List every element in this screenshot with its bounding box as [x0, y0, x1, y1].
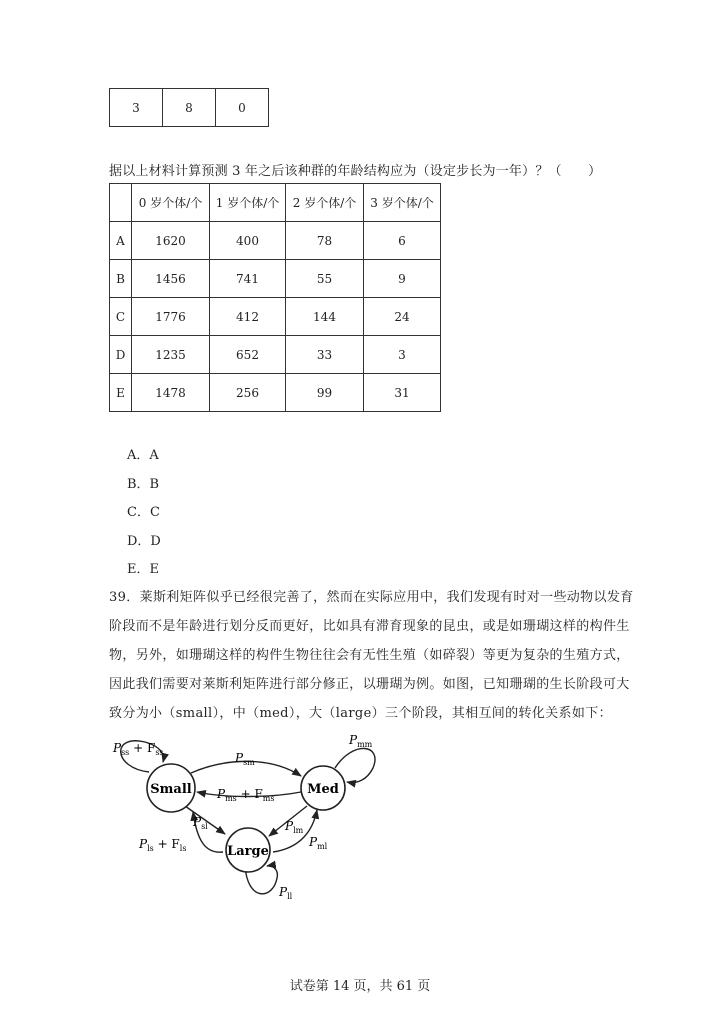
table-header-cell: 1 岁个体/个 [210, 184, 286, 222]
table-header-cell: 3 岁个体/个 [364, 184, 441, 222]
table-cell: 33 [286, 336, 364, 374]
table-row [110, 374, 441, 412]
label-pss-fss: $P_{ss} + F_{ss}$ [113, 741, 164, 757]
table-cell: 652 [210, 336, 286, 374]
table-cell: 256 [210, 374, 286, 412]
table-row [110, 298, 441, 336]
table-row [110, 222, 441, 260]
option-a[interactable]: A．A [127, 448, 159, 463]
table-cell: 99 [286, 374, 364, 412]
table-cell: 78 [286, 222, 364, 260]
table-cell: 1620 [132, 222, 210, 260]
paragraph-line: 物，另外，如珊瑚这样的构件生物往往会有无性生殖（如碎裂）等更为复杂的生殖方式， [109, 648, 630, 663]
label-psm: $P_{sm}$ [235, 751, 255, 767]
table-cell: 6 [364, 222, 441, 260]
page-footer: 试卷第 14 页，共 61 页 [289, 979, 431, 994]
top-partial-table [109, 88, 269, 127]
label-plm: $P_{lm}$ [285, 819, 304, 835]
age-structure-table [109, 183, 441, 412]
table-cell: 0 [216, 89, 269, 127]
table-row [110, 89, 269, 127]
label-pmm: $P_{mm}$ [349, 733, 373, 749]
option-c[interactable]: C．C [127, 505, 160, 520]
row-label-cell: B [110, 260, 132, 298]
small-node-label: Small [150, 782, 192, 797]
label-pms-fms: $P_{ms} + F_{ms}$ [217, 787, 275, 803]
label-psl: $P_{sl}$ [193, 815, 208, 831]
table-cell: 1456 [132, 260, 210, 298]
paragraph-line: 致分为小（small），中（med），大（large）三个阶段，其相互间的转化关系如下： [109, 706, 612, 721]
table-cell: 8 [163, 89, 216, 127]
label-pml: $P_{ml}$ [309, 835, 328, 851]
label-pls-fls: $P_{ls} + F_{ls}$ [139, 837, 187, 853]
table-cell: 24 [364, 298, 441, 336]
row-label-cell: D [110, 336, 132, 374]
row-label-cell: A [110, 222, 132, 260]
row-label-cell: C [110, 298, 132, 336]
table-cell: 1478 [132, 374, 210, 412]
row-label-cell: E [110, 374, 132, 412]
paragraph-line: 39．莱斯利矩阵似乎已经很完善了，然而在实际应用中，我们发现有时对一些动物以发育 [109, 590, 634, 605]
table-row [110, 336, 441, 374]
table-header-cell [110, 184, 132, 222]
table-cell: 9 [364, 260, 441, 298]
table-cell: 3 [364, 336, 441, 374]
option-b[interactable]: B．B [127, 476, 160, 492]
table-header-row [110, 184, 441, 222]
option-e[interactable]: E．E [127, 562, 159, 577]
paragraph-line: 阶段而不是年龄进行划分反而更好，比如具有滞育现象的昆虫，或是如珊瑚这样的构件生 [109, 619, 630, 634]
table-cell: 412 [210, 298, 286, 336]
table-header-cell: 0 岁个体/个 [132, 184, 210, 222]
question-39 [109, 588, 634, 733]
question-stem: 据以上材料计算预测 3 年之后该种群的年龄结构应为（设定步长为一年）？（ ） [109, 164, 602, 179]
option-d[interactable]: D．D [127, 533, 161, 549]
large-node-label: Large [227, 844, 269, 859]
table-cell: 741 [210, 260, 286, 298]
table-cell: 400 [210, 222, 286, 260]
table-header-cell: 2 岁个体/个 [286, 184, 364, 222]
table-cell: 1235 [132, 336, 210, 374]
table-cell: 1776 [132, 298, 210, 336]
answer-options [127, 446, 161, 589]
table-row [110, 260, 441, 298]
table-cell: 31 [364, 374, 441, 412]
label-pll: $P_{ll}$ [279, 885, 293, 901]
table-cell: 144 [286, 298, 364, 336]
table-cell: 55 [286, 260, 364, 298]
table-cell: 3 [110, 89, 163, 127]
coral-stage-transition-diagram [105, 730, 385, 910]
paragraph-line: 因此我们需要对莱斯利矩阵进行部分修正，以珊瑚为例。如图，已知珊瑚的生长阶段可大 [109, 677, 630, 692]
med-node-label: Med [307, 782, 339, 797]
